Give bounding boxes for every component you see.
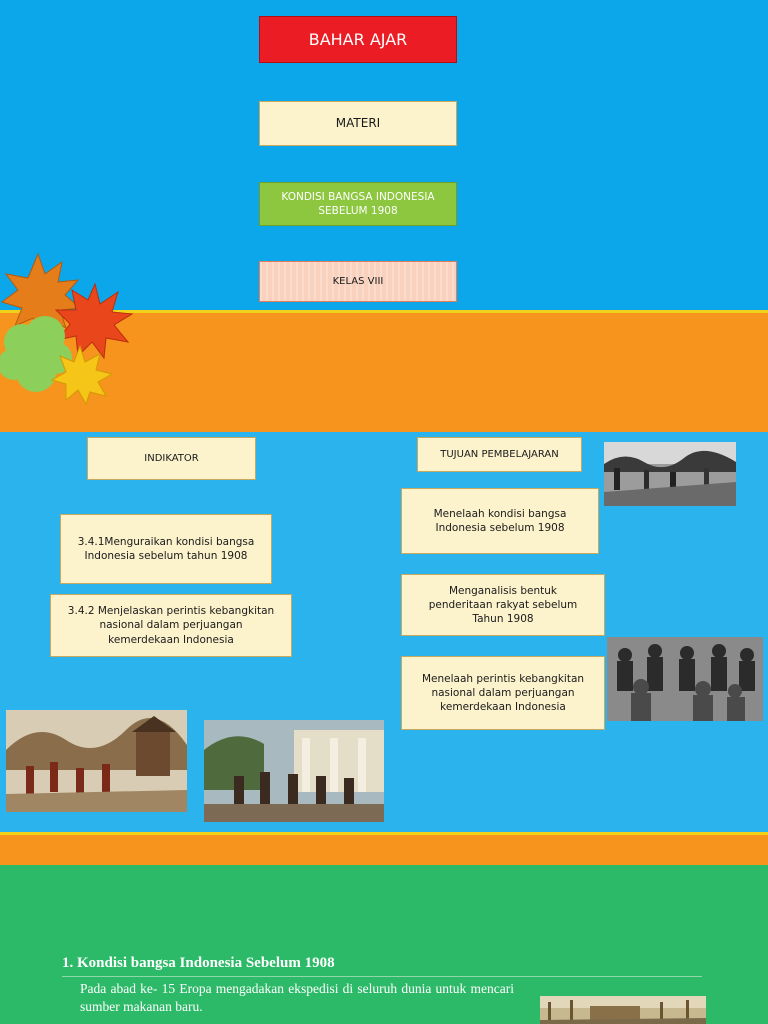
section-paragraph: Pada abad ke- 15 Eropa mengadakan ekspedisi di seluruh dunia untuk mencari sumber makanan baru. (80, 981, 514, 1014)
tujuan-label: TUJUAN PEMBELAJARAN (440, 448, 559, 460)
historic-photo-soldiers (607, 637, 763, 721)
indikator-item-2 (50, 594, 292, 657)
tujuan-2-line-2: penderitaan rakyat sebelum (428, 598, 578, 611)
tujuan-3-line-3: kemerdekaan Indonesia (440, 701, 566, 714)
historic-painting-battle (6, 710, 187, 812)
tujuan-item-3 (401, 656, 605, 730)
historic-painting-ships (540, 996, 706, 1024)
tujuan-3-line-2: nasional dalam perjuangan (431, 686, 575, 699)
indikator-2-line-1: 3.4.2 Menjelaskan perintis kebangkitan (67, 605, 275, 618)
historic-painting-surrender (204, 720, 384, 822)
tujuan-1-line-1: Menelaah kondisi bangsa (433, 507, 567, 520)
topic-line-2: SEBELUM 1908 (318, 205, 398, 217)
tujuan-2-line-3: Tahun 1908 (472, 613, 534, 626)
tujuan-header (417, 437, 582, 472)
indikator-1-line-2: Indonesia sebelum tahun 1908 (84, 550, 248, 562)
topic-box (259, 182, 457, 226)
tujuan-item-1 (401, 488, 599, 554)
section-heading: 1. Kondisi bangsa Indonesia Sebelum 1908 (62, 955, 702, 977)
materi-box (259, 101, 457, 146)
kelas-label: KELAS VIII (332, 275, 384, 287)
tujuan-1-line-2: Indonesia sebelum 1908 (435, 522, 565, 534)
indikator-2-line-3: kemerdekaan Indonesia (108, 633, 234, 646)
historic-photo-workers (604, 442, 736, 506)
indikator-item-1 (60, 514, 272, 584)
indikator-header (87, 437, 256, 480)
objectives-orange-band (0, 832, 768, 865)
tujuan-3-line-1: Menelaah perintis kebangkitan (421, 672, 585, 685)
kelas-box (259, 261, 457, 302)
indikator-label: INDIKATOR (144, 452, 199, 464)
decorative-starbursts (0, 250, 135, 405)
topic-line-1: KONDISI BANGSA INDONESIA (281, 190, 435, 203)
indikator-1-line-1: 3.4.1Menguraikan kondisi bangsa (77, 535, 255, 548)
page-title: BAHAR AJAR (308, 29, 408, 49)
materi-label: MATERI (335, 116, 381, 131)
title-box (259, 16, 457, 63)
indikator-2-line-2: nasional dalam perjuangan (99, 619, 243, 632)
tujuan-item-2 (401, 574, 605, 636)
tujuan-2-line-1: Menganalisis bentuk (448, 584, 557, 597)
